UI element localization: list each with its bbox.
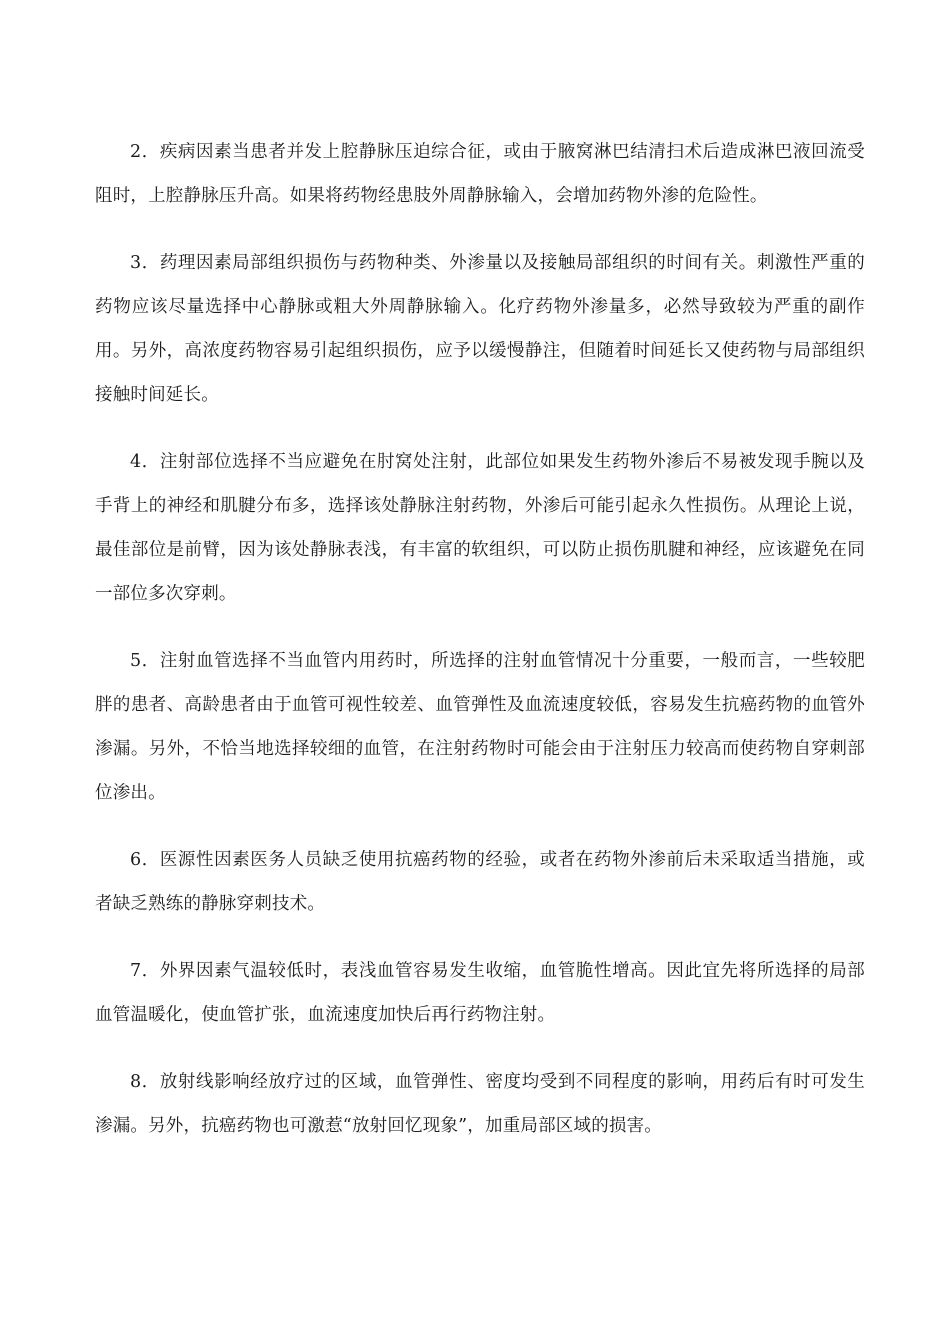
document-body [95, 130, 865, 1171]
paragraph-2-disease-factors: 2．疾病因素当患者并发上腔静脉压迫综合征，或由于腋窝淋巴结清扫术后造成淋巴液回流受阻时，上腔静脉压升高。如果将药物经患肢外周静脉输入，会增加药物外渗的危险性。 [95, 142, 865, 206]
paragraph-7-external-factors: 7．外界因素气温较低时，表浅血管容易发生收缩，血管脆性增高。因此宜先将所选择的局部血管温暖化，使血管扩张，血流速度加快后再行药物注射。 [95, 961, 865, 1025]
paragraph-3-pharmacological-factors: 3．药理因素局部组织损伤与药物种类、外渗量以及接触局部组织的时间有关。刺激性严重的药物应该尽量选择中心静脉或粗大外周静脉输入。化疗药物外渗量多，必然导致较为严重的副作用。另外，高浓度药物容易引起组织损伤，应予以缓慢静注，但随着时间延长又使药物与局部组织接触时间延长。 [95, 253, 865, 405]
paragraph-6-iatrogenic-factors: 6．医源性因素医务人员缺乏使用抗癌药物的经验，或者在药物外渗前后未采取适当措施，或者缺乏熟练的静脉穿刺技术。 [95, 850, 865, 914]
paragraph-4-injection-site: 4．注射部位选择不当应避免在肘窝处注射，此部位如果发生药物外渗后不易被发现手腕以及手背上的神经和肌腱分布多，选择该处静脉注射药物，外渗后可能引起永久性损伤。从理论上说，最佳部位是前臂，因为该处静脉表浅，有丰富的软组织，可以防止损伤肌腱和神经，应该避免在同一部位多次穿刺。 [95, 452, 865, 604]
paragraph-8-radiation-effects: 8．放射线影响经放疗过的区域，血管弹性、密度均受到不同程度的影响，用药后有时可发生渗漏。另外，抗癌药物也可激惹“放射回忆现象”，加重局部区域的损害。 [95, 1072, 865, 1136]
paragraph-5-vessel-selection: 5．注射血管选择不当血管内用药时，所选择的注射血管情况十分重要，一般而言，一些较肥胖的患者、高龄患者由于血管可视性较差、血管弹性及血流速度较低，容易发生抗癌药物的血管外渗漏。另外，不恰当地选择较细的血管，在注射药物时可能会由于注射压力较高而使药物自穿刺部位渗出。 [95, 651, 865, 803]
